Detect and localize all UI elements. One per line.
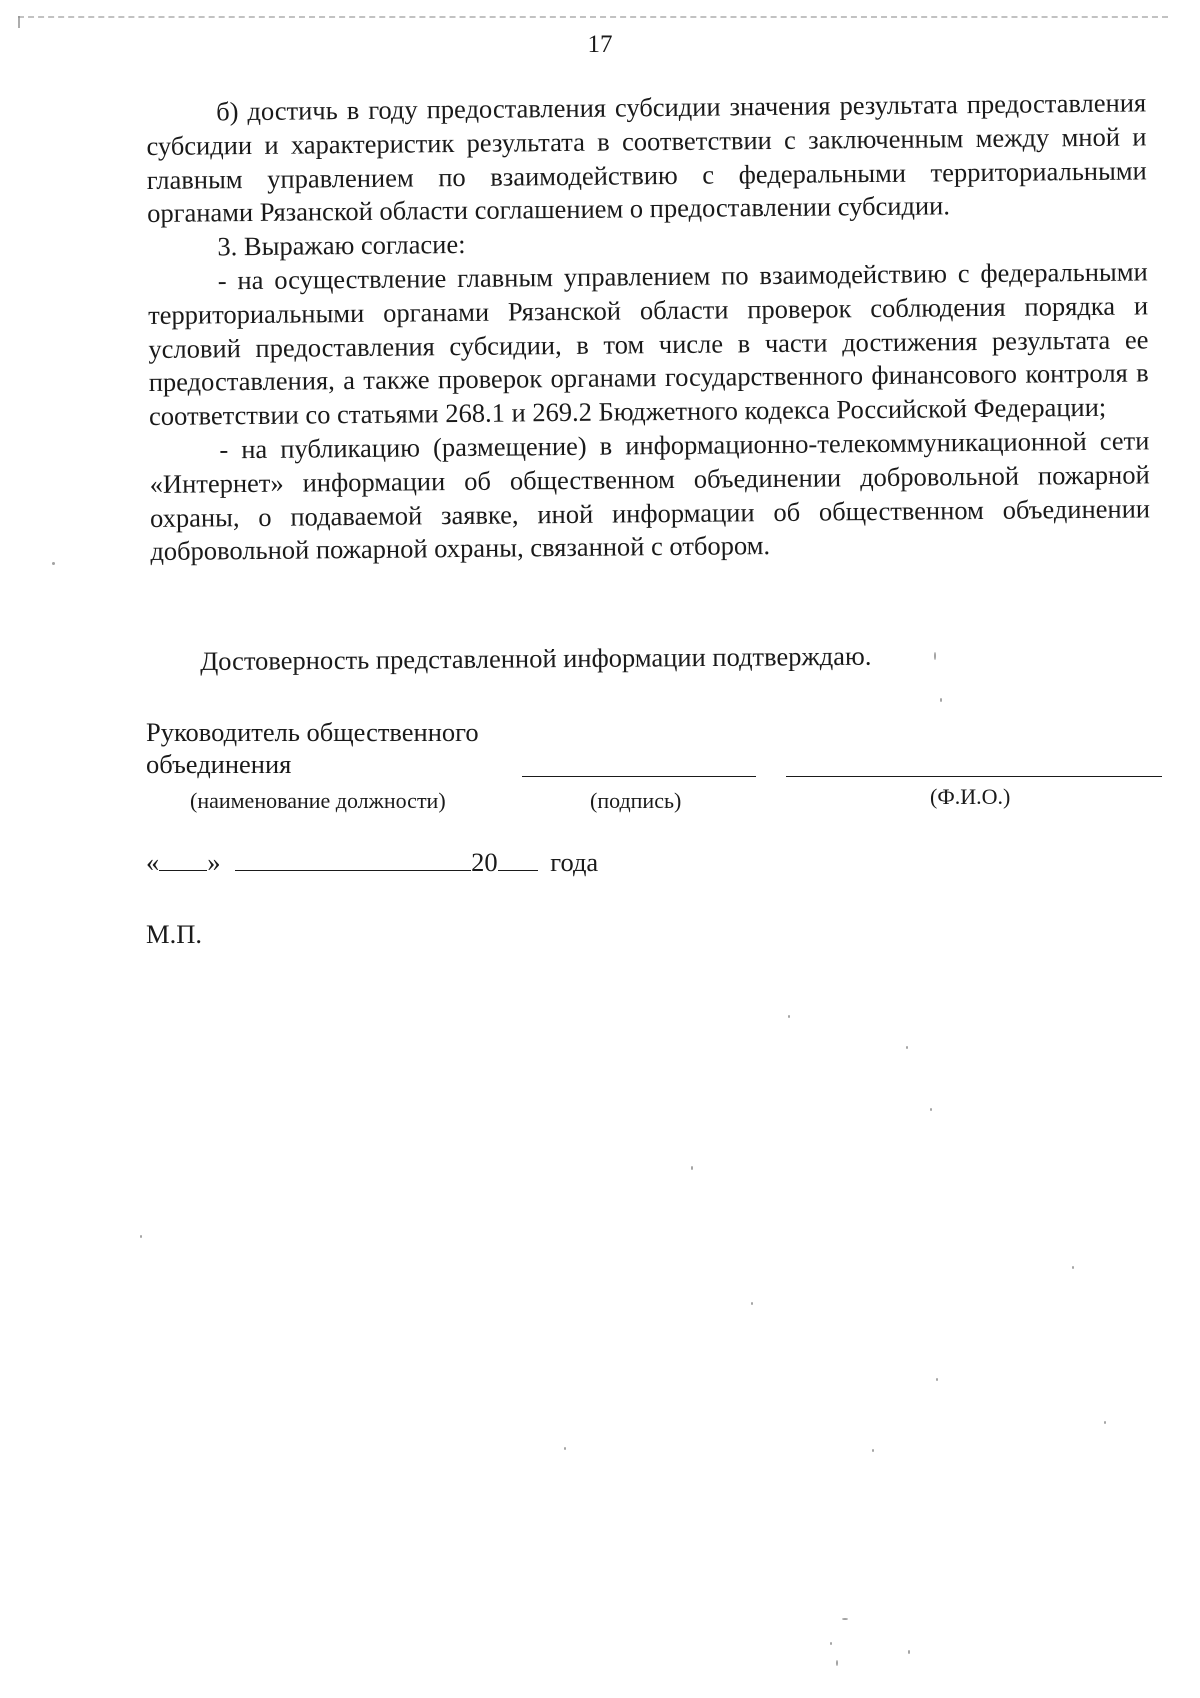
position-line-1: Руководитель общественного <box>146 717 479 747</box>
month-blank <box>235 846 471 871</box>
scan-speck <box>908 1650 910 1654</box>
scan-speck <box>842 1618 848 1620</box>
scan-edge-artifact <box>18 16 1168 21</box>
scan-speck <box>1104 1421 1106 1424</box>
name-caption: (Ф.И.О.) <box>930 784 1011 809</box>
paragraph-consent-heading: 3. Выражаю согласие: <box>217 229 466 262</box>
signature-block <box>146 716 1166 826</box>
signature-caption: (подпись) <box>590 788 682 813</box>
year-blank <box>498 846 538 871</box>
scan-speck <box>1072 1266 1074 1269</box>
page-number: 17 <box>587 31 613 58</box>
scan-speck <box>52 562 55 565</box>
scan-speck <box>140 1235 142 1238</box>
position-label <box>146 716 479 780</box>
scan-speck <box>691 1166 693 1170</box>
scan-speck <box>934 652 936 660</box>
scan-corner-artifact <box>18 16 28 28</box>
scan-speck <box>830 1642 832 1645</box>
name-line <box>786 776 1162 777</box>
stamp-placeholder: М.П. <box>146 919 202 949</box>
scan-speck <box>836 1660 838 1666</box>
date-close-quote: » <box>207 847 221 877</box>
scan-speck <box>751 1302 753 1305</box>
date-line <box>146 846 598 878</box>
scan-speck <box>906 1046 908 1049</box>
confirmation-statement: Достоверность представленной информации подтверждаю. <box>200 640 872 676</box>
scan-speck <box>872 1449 874 1452</box>
scan-speck <box>936 1378 938 1381</box>
paragraph-consent-inspection: - на осуществление главным управлением по взаимодействию с федеральными территориальными органами Рязанской области проверок соблюдения порядка и условий предоставления субсидии, в том числе в части достижения результата ее предоставления, а также проверок органами государственного финансового контроля в соответствии со статьями 268.1 и 269.2 Бюджетного кодекса Российской Федерации; <box>147 256 1149 432</box>
document-body <box>146 86 1150 569</box>
paragraph-consent-publication: - на публикацию (размещение) в информационно-телекоммуникационной сети «Интернет» информации об общественном объединении добровольной пожарной охраны, о подаваемой заявке, иной информации об общественном объединении добровольной пожарной охраны, связанной с отбором. <box>149 425 1151 567</box>
scan-speck <box>940 698 942 702</box>
day-blank <box>159 846 207 871</box>
scan-speck <box>930 1108 932 1111</box>
paragraph-b: б) достичь в году предоставления субсидии значения результата предоставления субсидии и характеристик результата в соответствии с заключенным между мной и главным управлением по взаимодействию с федеральными территориальными органами Рязанской области соглашением о предоставлении субсидии. <box>146 87 1147 229</box>
date-suffix: года <box>550 847 599 877</box>
date-century: 20 <box>471 847 498 877</box>
scan-speck <box>564 1447 566 1450</box>
scan-speck <box>788 1015 790 1018</box>
signature-line <box>522 776 756 777</box>
position-line-2: объединения <box>146 749 292 779</box>
date-open-quote: « <box>146 847 160 877</box>
position-caption: (наименование должности) <box>190 788 446 813</box>
